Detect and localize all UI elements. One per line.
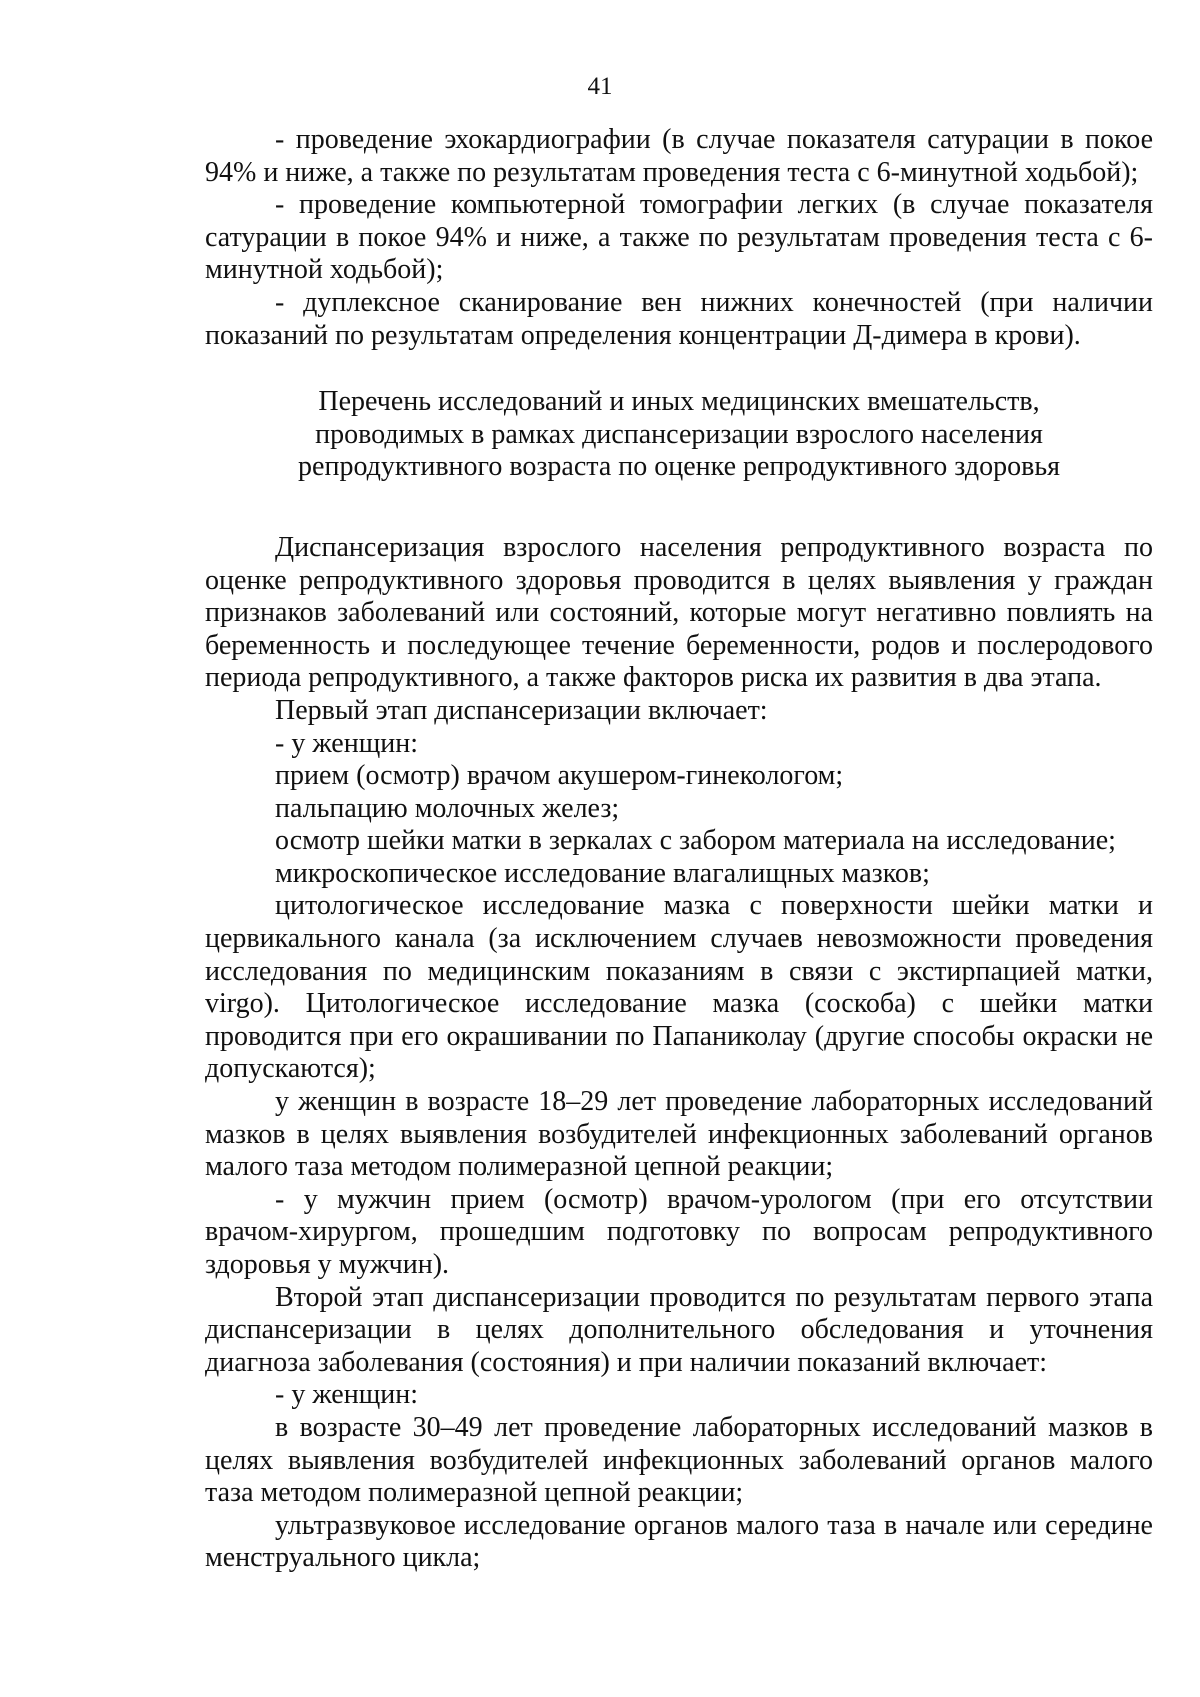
stage-one-title: Первый этап диспансеризации включает:	[275, 694, 768, 726]
list-item-pcr-18-29: у женщин в возрасте 18–29 лет проведение лабораторных исследований мазков в целях выявления возбудителей инфекционных заболеваний органов малого таза методом полимеразной цепной реакции;	[205, 1086, 1153, 1183]
women-label: - у женщин:	[275, 1379, 419, 1411]
stage-two-paragraph: Второй этап диспансеризации проводится по результатам первого этапа диспансеризации в целях дополнительного обследования и уточнения диагноза заболевания (состояния) и при наличии показаний включает:	[205, 1281, 1153, 1378]
list-item-palpation: пальпацию молочных желез;	[275, 792, 620, 824]
list-item-cytology: цитологическое исследование мазка с поверхности шейки матки и цервикального канала (за исключением случаев невозможности проведения исследования по медицинским показаниям в связи с экстирпацией матки, virgo). Цитологическое исследование мазка (соскоба) с шейки матки проводится при его окрашивании по Папаниколау (другие способы окраски не допускаются);	[205, 890, 1153, 1085]
list-item-pcr-30-49: в возрасте 30–49 лет проведение лабораторных исследований мазков в целях выявления возбудителей инфекционных заболеваний органов малого таза методом полимеразной цепной реакции;	[205, 1411, 1153, 1509]
page-number: 41	[587, 73, 613, 100]
list-item-cervix-exam: осмотр шейки матки в зеркалах с забором материала на исследование;	[275, 825, 1116, 857]
intro-item-echo: - проведение эхокардиографии (в случае показателя сатурации в покое 94% и ниже, а также по результатам проведения теста с 6-минутной ходьбой);	[205, 124, 1153, 188]
heading-line: репродуктивного возраста по оценке репродуктивного здоровья	[298, 451, 1060, 483]
intro-item-duplex: - дуплексное сканирование вен нижних конечностей (при наличии показаний по результатам определения концентрации Д-димера в крови).	[205, 286, 1153, 351]
men-exam: - у мужчин прием (осмотр) врачом-урологом (при его отсутствии врачом-хирургом, прошедшим подготовку по вопросам репродуктивного здоровья у мужчин).	[205, 1183, 1153, 1280]
section-heading	[205, 386, 1153, 484]
paragraph-purpose: Диспансеризация взрослого населения репродуктивного возраста по оценке репродуктивного здоровья проводится в целях выявления у граждан признаков заболеваний или состояний, которые могут негативно повлиять на беременность и последующее течение беременности, родов и послеродового периода репродуктивного, а также факторов риска их развития в два этапа.	[205, 531, 1153, 694]
list-item-gyn-exam: прием (осмотр) врачом акушером-гинекологом;	[275, 760, 844, 792]
list-item-ultrasound: ультразвуковое исследование органов малого таза в начале или середине менструального цикла;	[205, 1509, 1153, 1574]
women-label: - у женщин:	[275, 727, 419, 759]
intro-item-ct: - проведение компьютерной томографии легких (в случае показателя сатурации в покое 94% и ниже, а также по результатам проведения теста с 6-минутной ходьбой);	[205, 189, 1153, 286]
heading-line: Перечень исследований и иных медицинских вмешательств,	[318, 386, 1040, 418]
page-content	[205, 124, 1153, 1575]
heading-line: проводимых в рамках диспансеризации взрослого населения	[315, 418, 1043, 450]
list-item-microscopy: микроскопическое исследование влагалищных мазков;	[275, 857, 930, 889]
